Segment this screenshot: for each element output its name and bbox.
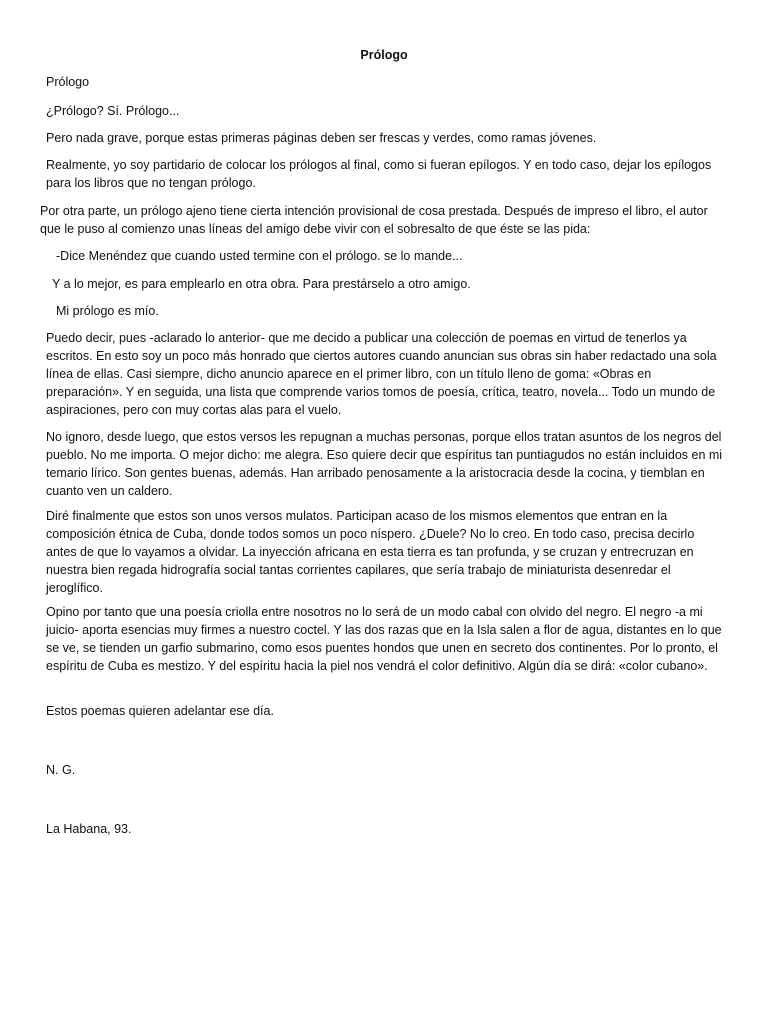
paragraph-4: Por otra parte, un prólogo ajeno tiene cierta intención provisional de cosa prestada. Después de impreso el libro, el autor que le puso al comienzo unas líneas del amigo debe vivir con el sobresalto de que éste se las pida: bbox=[40, 204, 708, 236]
paragraph-6: Y a lo mejor, es para emplearlo en otra obra. Para prestárselo a otro amigo. bbox=[52, 277, 471, 291]
signature-initials: N. G. bbox=[46, 763, 76, 777]
paragraph-5: -Dice Menéndez que cuando usted termine con el prólogo. se lo mande... bbox=[56, 249, 463, 263]
paragraph-9: No ignoro, desde luego, que estos versos les repugnan a muchas personas, porque ellos tratan asuntos de los negros del pueblo. No me importa. O mejor dicho: me alegra. Eso quiere decir que espíritus tan puntiagudos no están incluidos en mi temario lírico. Son gentes buenas, además. Han arribado penosamente a la aristocracia desde la cocina, y tiemblan en cuanto ven un caldero. bbox=[46, 430, 723, 498]
paragraph-10: Diré finalmente que estos son unos versos mulatos. Participan acaso de los mismos elementos que entran en la composición étnica de Cuba, donde todos somos un poco níspero. ¿Duele? No lo creo. En todo caso, precisa decirlo antes de que lo vayamos a olvidar. La inyección africana en esta tierra es tan profunda, y se cruzan y entrecruzan en nuestra bien regada hidrografía social tantas corrientes capilares, que sería trabajo de miniaturista desenredar el jeroglífico. bbox=[46, 509, 695, 595]
document-title: Prólogo bbox=[360, 48, 408, 62]
place-date: La Habana, 93. bbox=[46, 822, 132, 836]
paragraph-heading: Prólogo bbox=[46, 75, 90, 89]
paragraph-7: Mi prólogo es mío. bbox=[56, 304, 159, 318]
paragraph-1: ¿Prólogo? Sí. Prólogo... bbox=[46, 104, 180, 118]
paragraph-2: Pero nada grave, porque estas primeras páginas deben ser frescas y verdes, como ramas jóvenes. bbox=[46, 131, 597, 145]
paragraph-3: Realmente, yo soy partidario de colocar los prólogos al final, como si fueran epílogos. Y en todo caso, dejar los epílogos para los libros que no tengan prólogo. bbox=[46, 158, 712, 190]
paragraph-8: Puedo decir, pues -aclarado lo anterior- que me decido a publicar una colección de poemas en virtud de tenerlos ya escritos. En esto soy un poco más honrado que ciertos autores cuando anuncian sus obras sin haber redactado una sola línea de ellas. Casi siempre, dicho anuncio aparece en el primer libro, con un título lleno de goma: «Obras en preparación». Y en seguida, una lista que comprende varios tomos de poesía, crítica, teatro, novela... Todo un mundo de aspiraciones, pero con muy cortas alas para el vuelo. bbox=[46, 331, 717, 417]
paragraph-12: Estos poemas quieren adelantar ese día. bbox=[46, 704, 274, 718]
paragraph-11: Opino por tanto que una poesía criolla entre nosotros no lo será de un modo cabal con olvido del negro. El negro -a mi juicio- aporta esencias muy firmes a nuestro coctel. Y las dos razas que en la Isla salen a flor de agua, distantes en lo que se ve, se tienden un garfio submarino, como esos puentes hondos que unen en secreto dos continentes. Por lo pronto, el espíritu de Cuba es mestizo. Y del espíritu hacia la piel nos vendrá el color definitivo. Algún día se dirá: «color cubano». bbox=[46, 605, 722, 673]
